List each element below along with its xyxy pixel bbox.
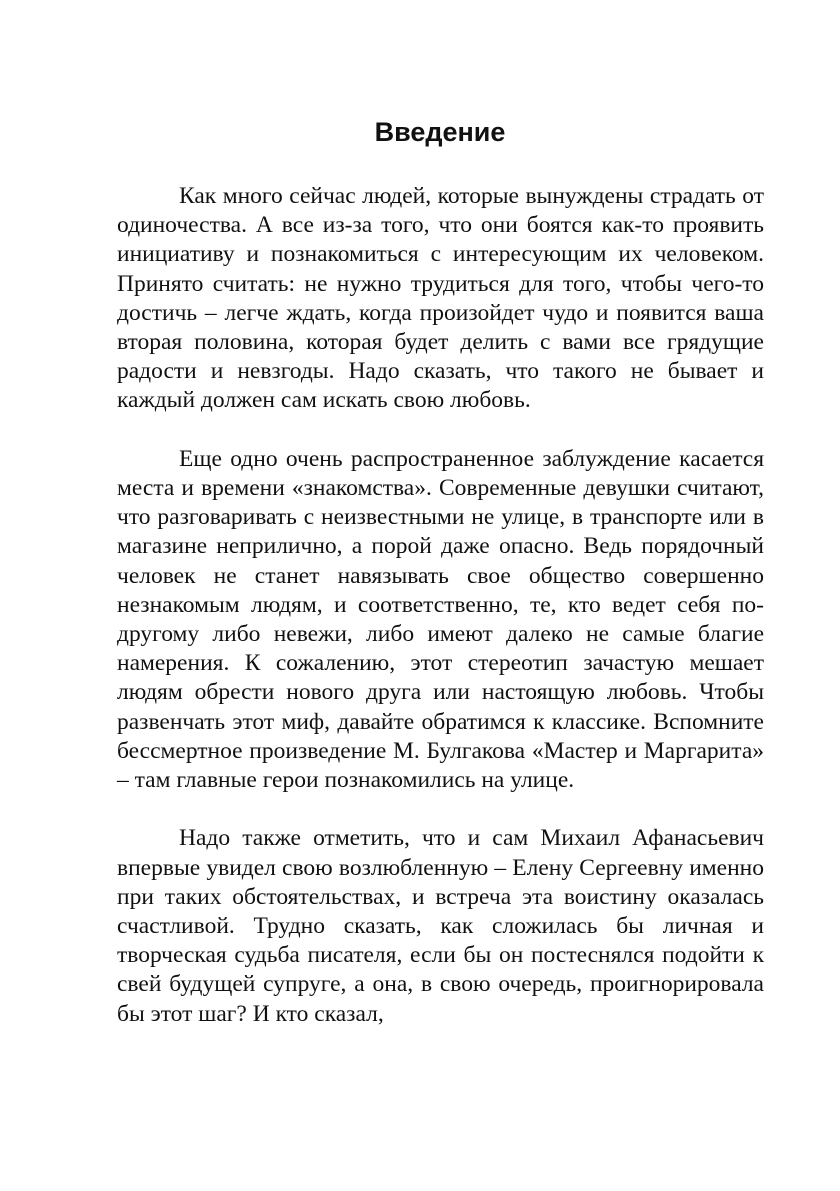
body-text [117, 182, 764, 1029]
paragraph-3: Надо также отметить, что и сам Михаил Афанасьевич впервые увидел свою возлюбленную – Елену Сергеевну именно при таких обстоятельствах, и встреча эта воистину оказалась счастливой. Трудно сказать, как сложилась бы личная и творческая судьба писателя, если бы он постеснялся подойти к свей будущей супруге, а она, в свою очередь, проигнорировала бы этот шаг? И кто сказал, [117, 825, 764, 1027]
paragraph-1: Как много сейчас людей, которые вынуждены страдать от одиночества. А все из-за того, что они боятся как-то проявить инициативу и познакомиться с интересующим их человеком. Принято считать: не нужно трудиться для того, чтобы чего-то достичь – легче ждать, когда произойдет чудо и появится ваша вторая половина, которая будет делить с вами все грядущие радости и невзгоды. Надо сказать, что такого не бывает и каждый должен сам искать свою любовь. [117, 183, 764, 414]
paragraph-2: Еще одно очень распространенное заблуждение касается места и времени «знакомства». Современные девушки считают, что разговаривать с неизвестными не улице, в транспорте или в магазине неприлично, а порой даже опасно. Ведь порядочный человек не станет навязывать свое общество совершенно незнакомым людям, и соответственно, те, кто ведет себя по-другому либо невежи, либо имеют далеко не самые благие намерения. К сожалению, этот стереотип зачастую мешает людям обрести нового друга или настоящую любовь. Чтобы развенчать этот миф, давайте обратимся к классике. Вспомните бессмертное произведение М. Булгакова «Мастер и Маргарита» – там главные герои познакомились на улице. [117, 445, 764, 794]
chapter-title: Введение [374, 117, 506, 147]
